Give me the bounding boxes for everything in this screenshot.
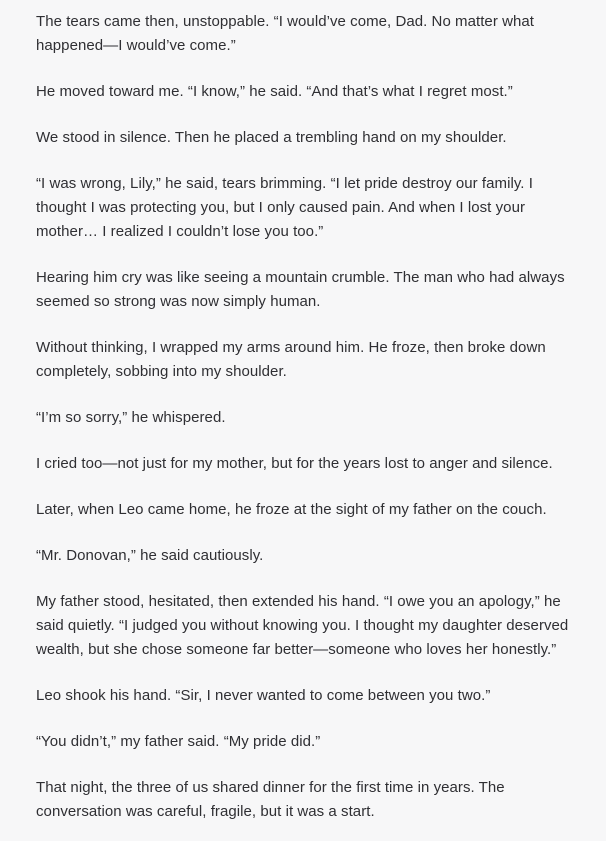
story-paragraph: “I’m so sorry,” he whispered. <box>36 409 226 426</box>
story-paragraph: “Mr. Donovan,” he said cautiously. <box>36 547 264 564</box>
story-paragraph: Later, when Leo came home, he froze at the sight of my father on the couch. <box>36 501 547 518</box>
story-paragraph: We stood in silence. Then he placed a trembling hand on my shoulder. <box>36 129 507 146</box>
story-paragraph: “You didn’t,” my father said. “My pride did.” <box>36 733 321 750</box>
story-paragraph: Leo shook his hand. “Sir, I never wanted to come between you two.” <box>36 687 491 704</box>
story-paragraph: He moved toward me. “I know,” he said. “And that’s what I regret most.” <box>36 83 513 100</box>
story-paragraph: “I was wrong, Lily,” he said, tears brimming. “I let pride destroy our family. I thought I was protecting you, but I only caused pain. And when I lost your mother… I realized I couldn’t lose you too.” <box>36 175 533 240</box>
story-paragraph: That night, the three of us shared dinner for the first time in years. The conversation was careful, fragile, but it was a start. <box>36 779 505 820</box>
story-paragraph: Without thinking, I wrapped my arms around him. He froze, then broke down completely, sobbing into my shoulder. <box>36 339 546 380</box>
story-paragraph: I cried too—not just for my mother, but for the years lost to anger and silence. <box>36 455 553 472</box>
story-paragraph: The tears came then, unstoppable. “I would’ve come, Dad. No matter what happened—I would’ve come.” <box>36 13 534 54</box>
story-paragraph: Hearing him cry was like seeing a mountain crumble. The man who had always seemed so strong was now simply human. <box>36 269 565 310</box>
story-paragraph: My father stood, hesitated, then extended his hand. “I owe you an apology,” he said quietly. “I judged you without knowing you. I thought my daughter deserved wealth, but she chose someone far better—someone who loves her honestly.” <box>36 593 569 658</box>
